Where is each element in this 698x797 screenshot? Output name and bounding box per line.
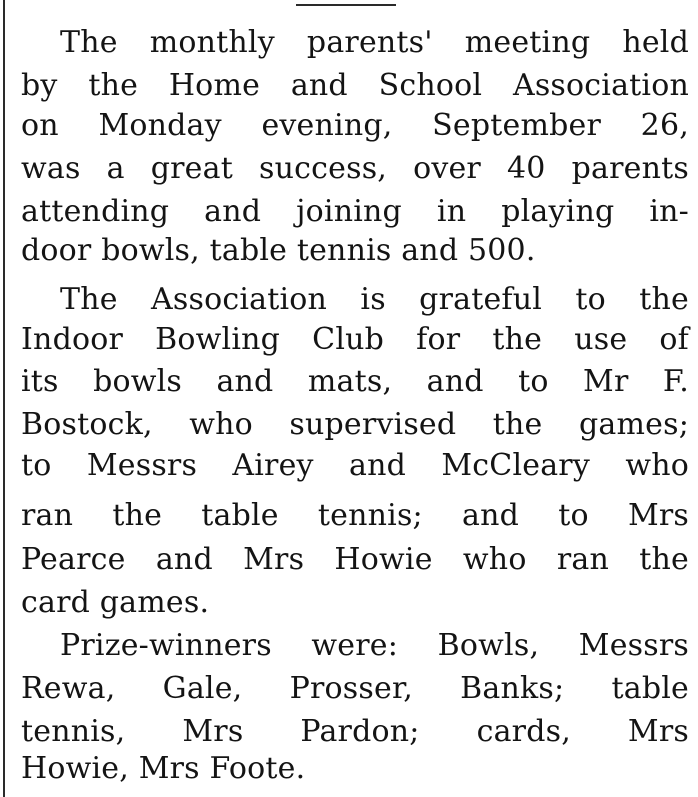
text-line: by the Home and School Association xyxy=(21,68,689,103)
text-line: was a great success, over 40 parents xyxy=(21,151,689,186)
text-line: its bowls and mats, and to Mr F. xyxy=(21,364,689,399)
text-line: The Association is grateful to the xyxy=(60,282,689,317)
text-line: door bowls, table tennis and 500. xyxy=(21,233,536,268)
text-line: Rewa, Gale, Prosser, Banks; table xyxy=(21,671,689,706)
text-line: Howie, Mrs Foote. xyxy=(21,751,306,786)
text-line: tennis, Mrs Pardon; cards, Mrs xyxy=(21,714,689,749)
text-line: Indoor Bowling Club for the use of xyxy=(21,322,689,357)
text-line: Prize-winners were: Bowls, Messrs xyxy=(60,628,689,663)
text-line: Bostock, who supervised the games; xyxy=(21,407,689,442)
text-line: Pearce and Mrs Howie who ran the xyxy=(21,542,689,577)
text-line: attending and joining in playing in- xyxy=(21,194,689,229)
text-line: card games. xyxy=(21,585,210,620)
text-line: ran the table tennis; and to Mrs xyxy=(21,498,689,533)
text-line: to Messrs Airey and McCleary who xyxy=(21,448,689,483)
text-line: The monthly parents' meeting held xyxy=(60,25,689,60)
text-line: on Monday evening, September 26, xyxy=(21,108,689,143)
column-left-rule xyxy=(3,0,5,797)
column-top-rule xyxy=(296,4,396,6)
